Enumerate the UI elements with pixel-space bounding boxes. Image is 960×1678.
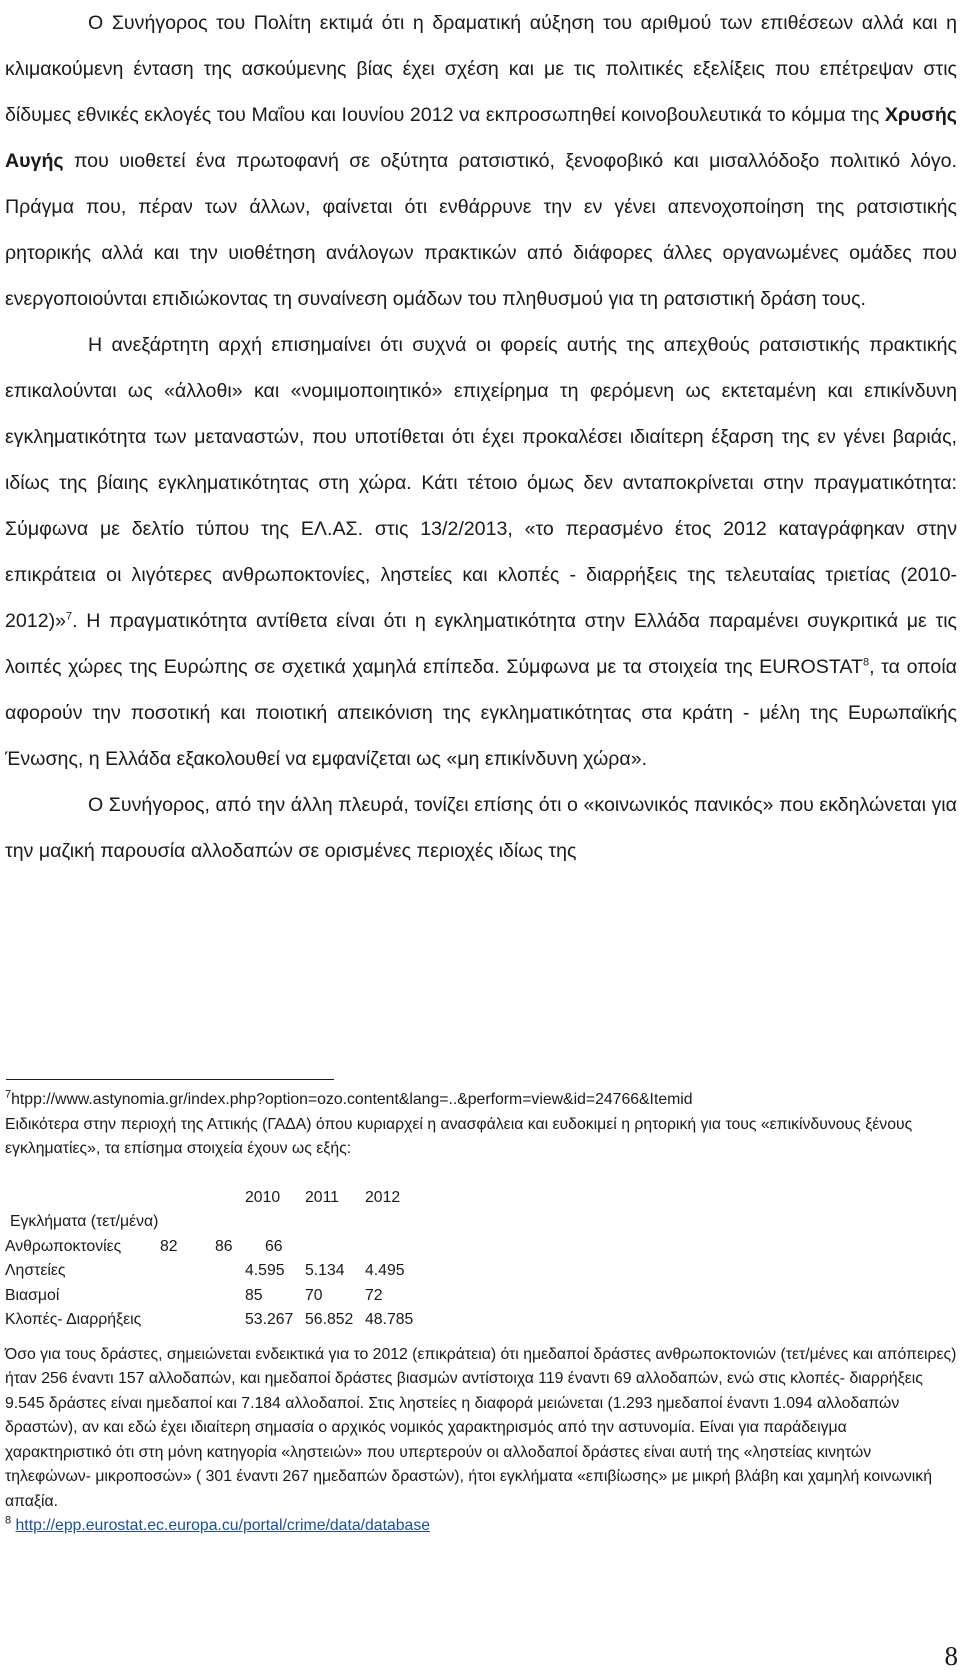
paragraph-1 [5, 0, 957, 322]
year-2010: 2010 [245, 1188, 281, 1206]
robberies-label: Ληστείες [5, 1262, 66, 1279]
p1-text-b: που υιοθετεί ένα πρωτοφανή σε οξύτητα ρατσιστικό, ξενοφοβικό και μισαλλόδοξο πολιτικό λόγο. Πράγμα που, πέραν των άλλων, φαίνεται ότι ενθάρρυνε την εν γένει απενοχοποίηση της ρατσιστικής ρητορικής αλλά και την υιοθέτηση ανάλογων πρακτικών από διάφορες άλλες οργανωμένες ομάδες που ενεργοποιούνται επιδιώκοντας τη συναίνεση ομάδων του πληθυσμού για τη ρατσιστική δράση τους. [5, 150, 957, 310]
paragraph-2 [5, 322, 957, 782]
p2-text-a: Η ανεξάρτητη αρχή επισημαίνει ότι συχνά οι φορείς αυτής της απεχθούς ρατσιστικής πρακτικής επικαλούνται ως «άλλοθι» και «νομιμοποιητικό» επιχείρημα τη φερόμενη ως εκτεταμένη και επικίνδυνη εγκληματικότητα των μεταναστών, που υποτίθεται ότι έχει προκαλέσει ιδιαίτερη έξαρση της εν γένει βαριάς, ιδίως της βίαιης εγκληματικότητας στη χώρα. Κάτι τέτοιο όμως δεν ανταποκρίνεται στην πραγματικότητα: Σύμφωνα με δελτίο τύπου της ΕΛ.ΑΣ. στις 13/2/2013, «το περασμένο έτος 2012 καταγράφηκαν στην επικράτεια οι λιγότερες ανθρωποκτονίες, ληστείες και κλοπές - διαρρήξεις της τελευταίας τριετίας (2010-2012)» [5, 334, 957, 632]
homicides-label: Ανθρωποκτονίες [5, 1237, 122, 1255]
year-2011: 2011 [305, 1188, 339, 1206]
spacer [5, 1162, 957, 1186]
burglaries-2012: 48.785 [365, 1311, 414, 1328]
p2-text-b: . Η πραγματικότητα αντίθετα είναι ότι η εγκληματικότητα στην Ελλάδα παραμένει συγκριτικά με τις λοιπές χώρες της Ευρώπης σε σχετικά χαμηλά επίπεδα. Σύμφωνα με τα στοιχεία της EUROSTAT [5, 610, 957, 678]
footnote-8-marker: 8 [5, 1514, 12, 1527]
body-text [5, 0, 957, 874]
footnote-7-source [5, 1088, 957, 1113]
paragraph-3 [5, 782, 957, 874]
crimes-group-label: Εγκλήματα (τετ/μένα) [10, 1213, 159, 1230]
robberies-2012: 4.495 [365, 1262, 405, 1279]
burglaries-2011: 56.852 [305, 1311, 354, 1328]
table-row-robberies [5, 1259, 425, 1284]
footnote-7-intro: Ειδικότερα στην περιοχή της Αττικής (ΓΑΔΑ) όπου κυριαρχεί η ανασφάλεια και ευδοκιμεί η ρητορική για τους «επικίνδυνους ξένους εγκληματίες», τα επίσημα στοιχεία έχουν ως εξής: [5, 1115, 913, 1157]
eurostat-link[interactable]: http://epp.eurostat.ec.europa.cu/portal/crime/data/database [15, 1517, 431, 1534]
robberies-2010: 4.595 [245, 1262, 285, 1279]
footnote-ref-8[interactable]: 8 [862, 656, 870, 669]
rapes-label: Βιασμοί [5, 1286, 60, 1304]
p3-text: Ο Συνήγορος, από την άλλη πλευρά, τονίζει επίσης ότι ο «κοινωνικός πανικός» που εκδηλώνεται για την μαζική παρουσία αλλοδαπών σε ορισμένες περιοχές ιδίως της [5, 794, 957, 862]
homicides-2011: 86 [215, 1237, 233, 1255]
p1-text-a: Ο Συνήγορος του Πολίτη εκτιμά ότι η δραματική αύξηση του αριθμού των επιθέσεων αλλά και η κλιμακούμενη ένταση της ασκούμενης βίας έχει σχέση και με τις πολιτικές εξελίξεις που επέτρεψαν στις δίδυμες εθνικές εκλογές του Μαΐου και Ιουνίου 2012 να εκπροσωπηθεί κοινοβουλευτικά το κόμμα της [5, 12, 957, 126]
homicides-2010: 82 [160, 1237, 178, 1255]
p2-text-c: , τα οποία αφορούν την ποσοτική και ποιοτική απεικόνιση της εγκληματικότητας στα κράτη - μέλη της Ευρωπαϊκής Ένωσης, η Ελλάδα εξακολουθεί να εμφανίζεται ως «μη επικίνδυνη χώρα». [5, 656, 958, 770]
table-row-rapes [5, 1284, 425, 1309]
homicides-2012: 66 [265, 1237, 283, 1255]
robberies-2011: 5.134 [305, 1262, 345, 1279]
rapes-2010: 85 [245, 1286, 263, 1304]
page-number: 8 [944, 1641, 958, 1671]
party-name-bold: Χρυσής Αυγής [5, 104, 957, 172]
table-header-row [5, 1186, 425, 1211]
spacer [5, 1333, 957, 1343]
footnote-ref-7[interactable]: 7 [66, 610, 73, 623]
footnotes [5, 1088, 957, 1539]
rapes-2012: 72 [365, 1286, 383, 1304]
footnote-7-url: htpp://www.astynomia.gr/index.php?option=ozo.content&lang=..&perform=view&id=24766&Itemid [11, 1091, 693, 1108]
burglaries-label: Κλοπές- Διαρρήξεις [5, 1311, 142, 1328]
table-row-burglaries [5, 1308, 425, 1333]
footnote-8 [5, 1514, 957, 1539]
table-group-row [5, 1210, 425, 1235]
burglaries-2010: 53.267 [245, 1311, 294, 1328]
crime-statistics-table [5, 1186, 425, 1333]
footnote-7-marker: 7 [5, 1088, 12, 1101]
footnote-separator [6, 1079, 334, 1080]
rapes-2011: 70 [305, 1286, 323, 1304]
year-2012: 2012 [365, 1188, 401, 1206]
footnote-7-outro: Όσο για τους δράστες, σημειώνεται ενδεικτικά για το 2012 (επικράτεια) ότι ημεδαποί δράστες ανθρωποκτονιών (τετ/μένες και απόπειρες) ήταν 256 έναντι 157 αλλοδαπών, και ημεδαποί δράστες βιασμών αντίστοιχα 119 έναντι 69 αλλοδαπών, ενώ στις κλοπές- διαρρήξεις 9.545 δράστες είναι ημεδαποί και 7.184 αλλοδαποί. Στις ληστείες η διαφορά μειώνεται (1.293 ημεδαποί έναντι 1.094 αλλοδαπών δραστών), αν και εδώ έχει ιδιαίτερη σημασία ο αρχικός νομικός χαρακτηρισμός από την αστυνομία. Είναι για παράδειγμα χαρακτηριστικό ότι στη μόνη κατηγορία «ληστειών» που υπερτερούν οι αλλοδαποί δράστες είναι αυτή της «ληστείας κινητών τηλεφώνων- μικροποσών» ( 301 έναντι 267 ημεδαπών δραστών), ήτοι εγκλήματα «επιβίωσης» με μικρή βλάβη και χαμηλή κοινωνική απαξία. [5, 1345, 957, 1510]
table-row-homicides [5, 1235, 425, 1260]
